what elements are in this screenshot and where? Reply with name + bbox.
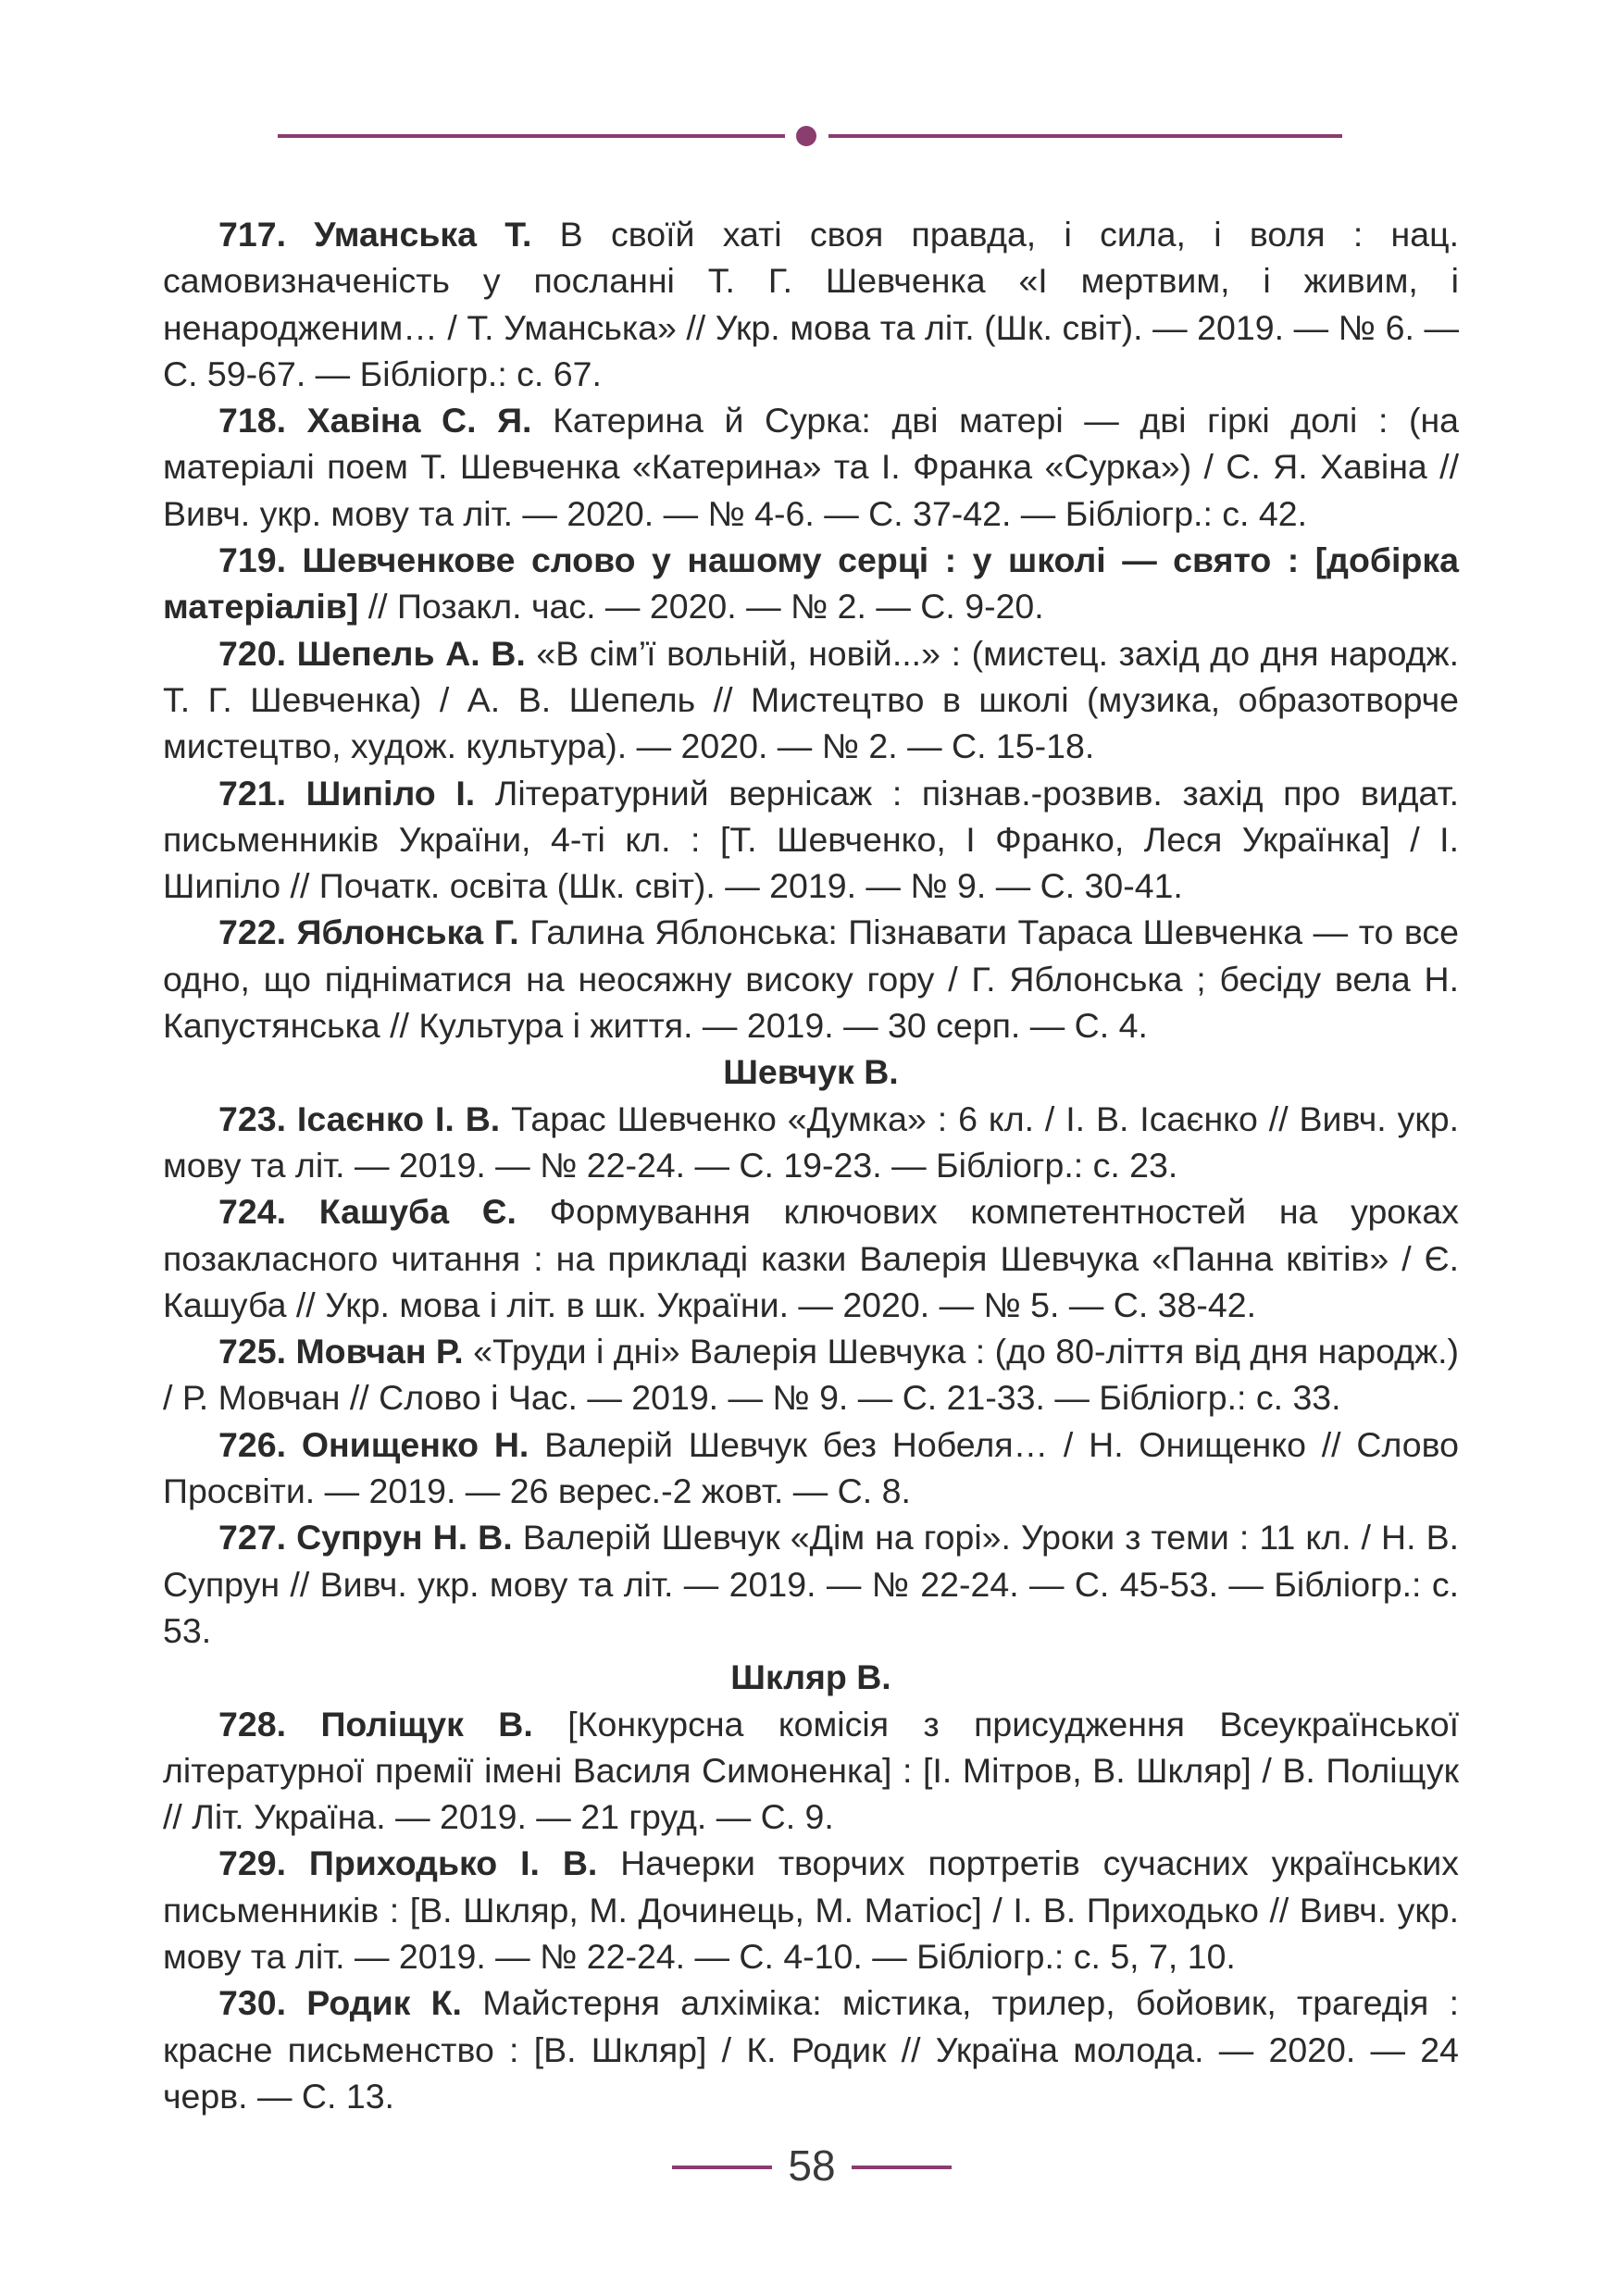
bibliography-entry-730 bbox=[163, 1980, 1459, 2119]
bibliography-entry-729 bbox=[163, 1840, 1459, 1980]
entry-text: Галина Яблонська: Пізнавати Тараса Шевченка — то все одно, що підніматися на неосяжну високу гору / Г. Яблонська ; бесіду вела Н. Капустянська // Культура і життя. — 2019. — 30 серп. — С. 4. bbox=[163, 912, 1459, 1046]
entry-author: Уманська Т. bbox=[314, 215, 532, 254]
ornament-line-right bbox=[828, 134, 1342, 138]
entry-title: Шевченкове слово у нашому серці : у школі — свято : [добірка матеріалів] bbox=[163, 540, 1460, 627]
bibliography-entry-720 bbox=[163, 630, 1459, 770]
entry-text: В своїй хаті своя правда, і сила, і воля : нац. самовизначеність у посланні Т. Г. Шевченка «І мертвим, і живим, і ненародженим… / Т. Уманська» // Укр. мова та літ. (Шк. світ). — 2019. — № 6. — С. 59-67. — Бібліогр.: с. 67. bbox=[163, 215, 1459, 393]
entry-text: Літературний вернісаж : пізнав.-розвив. захід про видат. письменників України, 4-ті кл. : [Т. Шевченко, І Франко, Леся Українка] / І. Шипіло // Початк. освіта (Шк. світ). — 2019. — № 9. — С. 30-41. bbox=[163, 773, 1459, 906]
entry-number: 730. bbox=[218, 1983, 286, 2023]
entry-number: 719. bbox=[218, 540, 286, 580]
entry-text: Майстерня алхіміка: містика, трилер, бойовик, трагедія : красне письменство : [В. Шкляр] / К. Родик // Україна молода. — 2020. — 24 черв. — С. 13. bbox=[163, 1983, 1460, 2116]
entry-author: Яблонська Г. bbox=[296, 912, 519, 952]
entry-author: Поліщук В. bbox=[320, 1704, 533, 1744]
page-number: 58 bbox=[788, 2141, 836, 2190]
entry-text: Тарас Шевченко «Думка» : 6 кл. / І. В. Ісаєнко // Вивч. укр. мову та літ. — 2019. — № 22-24. — С. 19-23. — Бібліогр.: с. 23. bbox=[163, 1098, 1460, 1185]
entry-text: «В сім’ї вольній, новій...» : (мистец. захід до дня народж. Т. Г. Шевченка) / А. В. Шепель // Мистецтво в школі (музика, образотворче мистецтво, худож. культура). — 2020. — № 2. — С. 15-18. bbox=[163, 633, 1460, 766]
bibliography-entry-726 bbox=[163, 1421, 1459, 1515]
entry-number: 724. bbox=[218, 1192, 286, 1232]
ornament-line-left bbox=[278, 134, 785, 138]
entry-number: 720. bbox=[218, 633, 286, 673]
entry-text: Катерина й Сурка: дві матері — дві гіркі долі : (на матеріалі поем Т. Шевченка «Катерина» та І. Франка «Сурка») / С. Я. Хавіна // Вивч. укр. мову та літ. — 2020. — № 4-6. — С. 37-42. — Бібліогр.: с. 42. bbox=[163, 401, 1460, 533]
entry-author: Ісаєнко І. В. bbox=[296, 1098, 501, 1138]
header-ornament bbox=[278, 126, 1342, 144]
ornament-dot bbox=[796, 126, 816, 146]
section-heading-shkliar: Шкляр В. bbox=[730, 1657, 891, 1697]
entry-number: 718. bbox=[218, 401, 286, 441]
entry-number: 717. bbox=[218, 215, 286, 254]
entry-number: 721. bbox=[218, 773, 286, 813]
entry-number: 727. bbox=[218, 1518, 286, 1558]
page-footer bbox=[0, 2138, 1619, 2193]
entry-author: Родик К. bbox=[306, 1983, 462, 2023]
entry-number: 722. bbox=[218, 912, 286, 952]
bibliography-entry-728 bbox=[163, 1701, 1459, 1841]
entry-text: Формування ключових компетентностей на уроках позакласного читання : на прикладі казки Валерія Шевчука «Панна квітів» / Є. Кашуба // Укр. мова і літ. в шк. України. — 2020. — № 5. — С. 38-42. bbox=[163, 1192, 1459, 1324]
footer-line-right bbox=[852, 2166, 952, 2169]
entry-author: Онищенко Н. bbox=[301, 1424, 529, 1464]
bibliography-entry-719 bbox=[163, 537, 1459, 630]
entry-number: 728. bbox=[218, 1704, 286, 1744]
entry-number: 725. bbox=[218, 1332, 286, 1371]
bibliography-entry-722 bbox=[163, 909, 1459, 1049]
bibliography-entry-724 bbox=[163, 1188, 1459, 1328]
entry-author: Мовчан Р. bbox=[295, 1332, 464, 1371]
bibliography-entry-727 bbox=[163, 1514, 1459, 1654]
bibliography-entry-723 bbox=[163, 1096, 1459, 1189]
entry-author: Хавіна С. Я. bbox=[306, 401, 532, 441]
entry-number: 723. bbox=[218, 1098, 286, 1138]
entry-number: 726. bbox=[218, 1424, 286, 1464]
footer-line-left bbox=[672, 2166, 772, 2169]
bibliography-entry-718 bbox=[163, 397, 1459, 537]
bibliography-entry-725 bbox=[163, 1328, 1459, 1421]
entry-text: Валерій Шевчук «Дім на горі». Уроки з теми : 11 кл. / Н. В. Супрун // Вивч. укр. мову та літ. — 2019. — № 22-24. — С. 45-53. — Бібліогр.: с. 53. bbox=[163, 1518, 1460, 1650]
bibliography-list bbox=[163, 211, 1459, 2119]
entry-author: Шипіло І. bbox=[305, 773, 476, 813]
entry-text: // Позакл. час. — 2020. — № 2. — С. 9-20. bbox=[358, 587, 1044, 627]
entry-text: Валерій Шевчук без Нобеля… / Н. Онищенко // Слово Просвіти. — 2019. — 26 верес.-2 жовт. — С. 8. bbox=[163, 1424, 1459, 1511]
entry-author: Приходько І. В. bbox=[308, 1843, 598, 1883]
entry-number: 729. bbox=[218, 1843, 286, 1883]
entry-text: «Труди і дні» Валерія Шевчука : (до 80-ліття від дня народж.) / Р. Мовчан // Слово і Час. — 2019. — № 9. — С. 21-33. — Бібліогр.: с. 33. bbox=[163, 1332, 1460, 1418]
bibliography-entry-717 bbox=[163, 211, 1459, 397]
entry-text: [Конкурсна комісія з присудження Всеукраїнської літературної премії імені Василя Симоненка] : [І. Мітров, В. Шкляр] / В. Поліщук // Літ. Україна. — 2019. — 21 груд. — С. 9. bbox=[163, 1704, 1459, 1837]
entry-author: Супрун Н. В. bbox=[296, 1518, 513, 1558]
bibliography-entry-721 bbox=[163, 770, 1459, 910]
section-heading-shevchuk: Шевчук В. bbox=[723, 1052, 899, 1092]
entry-author: Шепель А. В. bbox=[296, 633, 526, 673]
entry-author: Кашуба Є. bbox=[318, 1192, 517, 1232]
entry-text: Начерки творчих портретів сучасних українських письменників : [В. Шкляр, М. Дочинець, М. Матіос] / І. В. Приходько // Вивч. укр. мову та літ. — 2019. — № 22-24. — С. 4-10. — Бібліогр.: с. 5, 7, 10. bbox=[163, 1843, 1460, 1976]
